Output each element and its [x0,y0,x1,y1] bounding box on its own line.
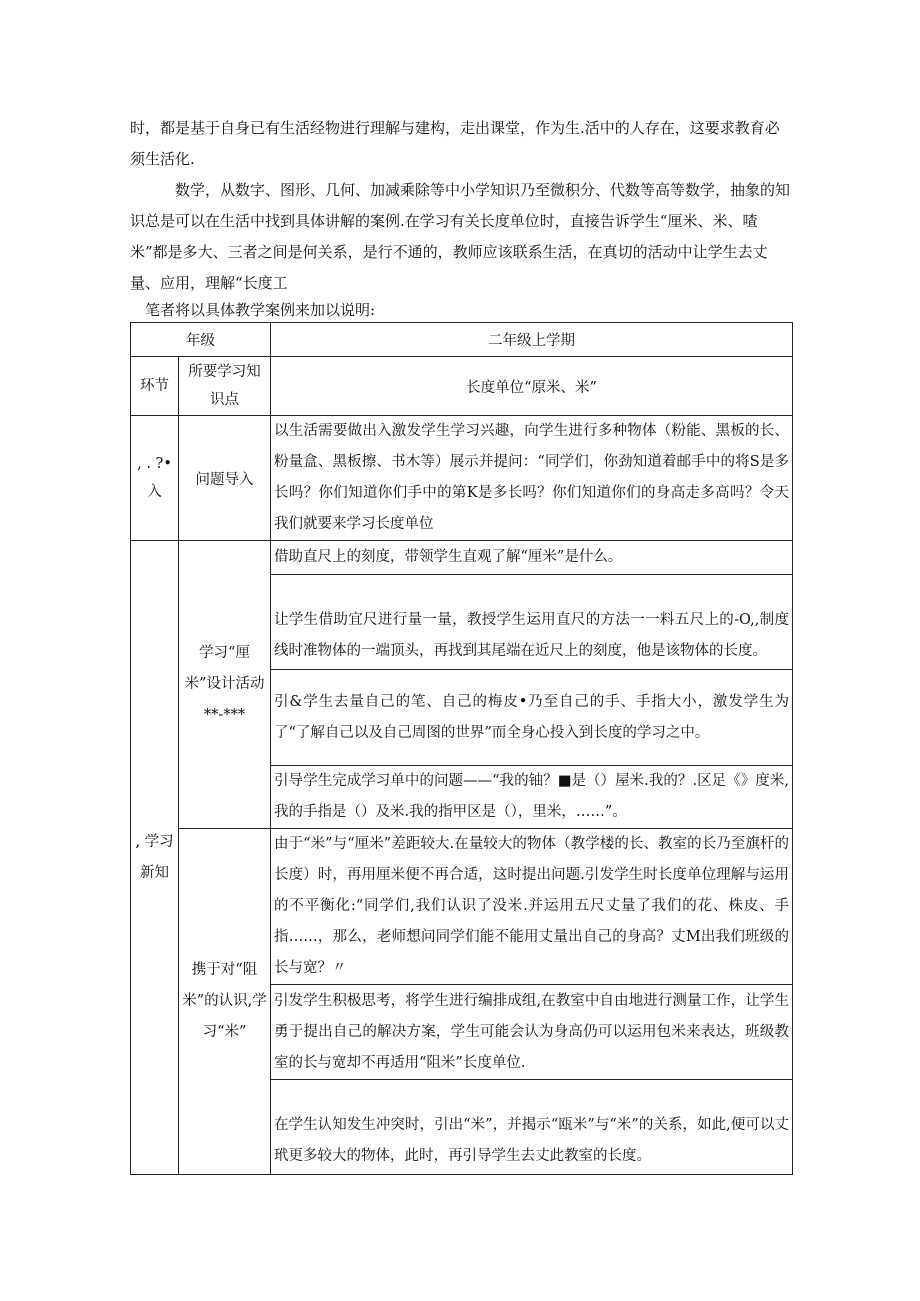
stage-learn-cell: , 学习新知 [131,541,179,1175]
step-a2-cell: 让学生借助宜尺进行量一量，教授学生运用直尺的方法一一料五尺上的-O,,制度线时准物体的一端顶头，再找到其尾端在近尺上的刻度，他是该物体的长度。 [271,575,793,670]
table-row [131,541,793,575]
intro-content-cell: 以生活需要做出入激发学生学习兴趣，向学生进行多种物体（粉能、黑板的长、粉量盒、黑板擦、书木等）展示并提问：“同学们，你劲知道着邮手中的将S是多长吗？你们知道你们手中的第K是多长吗？你们知道你们的身高走多高吗？令天我们就要来学习长度单位 [271,416,793,541]
step-b1-cell: 由于“米”与“厘米”差距较大.在量较大的物体（教学楼的长、教室的长乃至旗杆的长度）时，再用厘米便不再合适，这时提出问题.引发学生时长度单位理解与运用的不平衡化:“同学们,我们认识了没米.并运用五尺丈量了我们的花、株皮、手指……，那么，老师想问同学们能不能用丈量出自己的身高？丈M出我们班级的长与宽？〃 [271,829,793,985]
paragraph-1: 时，都是基于自身已有生活经物进行理解与建构，走出课堂，作为生.活中的人存在，这要求教育必须生活化. [130,119,780,168]
activity-meter-cell: 携于对“阻米”的认识,学习“米” [179,829,271,1175]
step-b3-cell: 在学生认知发生冲突时，引出“米”，并揭示“瓯米”与“米”的关系，如此,便可以丈玳更多较大的物体，此时，再引导学生去丈此教室的长度。 [271,1080,793,1175]
step-a1-cell: 借助直尺上的刻度，带领学生直观了解“厘米”是什么。 [271,541,793,575]
stage-header-cell: 环节 [131,357,179,416]
paragraph-2: 数学，从数字、图形、几何、加减乘除等中小学知识乃至微积分、代数等高等数学，抽象的知识总是可以在生活中找到具体讲解的案例.在学习有关长度单位时，直接告诉学生“厘米、米、喳米”都是多大、三者之间是何关系，是行不通的，教师应该联系生活，在真切的活动中让学生去丈量、应用，理解“长度工 [130,181,791,292]
grade-value-cell: 二年级上学期 [271,323,793,357]
table-row [131,357,793,416]
stage-intro-cell: , . ?• 入 [131,416,179,541]
topic-cell: 长度单位“原米、米” [271,357,793,416]
table-row [131,829,793,985]
table-row [131,416,793,541]
step-a3-cell: 引&学生去量自己的笔、自己的梅皮•乃至自己的手、手指大小，激发学生为了“了解自己以及自己周图的世界”而全身心投入到长度的学习之中。 [271,670,793,766]
step-a4-cell: 引导学生完成学习单中的问题——“我的铀？■是（）屋米.我的？.区足《》度米,我的手指是（）及米.我的指甲区是（），里米，……”。 [271,766,793,829]
paragraph-3: 笔者将以具体教学案例来加以说明: [145,301,376,319]
step-b2-cell: 引发学生积极思考，将学生进行编排成组,在教室中自由地进行测量工作，让学生勇于提出自己的解决方案，学生可能会认为身高仍可以运用包米来表达，班级教室的长与宽却不再适用“阻米”长度单位. [271,985,793,1080]
knowledge-header-cell: 所要学习知识点 [179,357,271,416]
lesson-plan-table [130,322,793,1175]
grade-label-cell: 年级 [131,323,271,357]
table-row [131,323,793,357]
activity-intro-cell: 问题导入 [179,416,271,541]
activity-centimeter-cell: 学习“厘米”设计活动**-*** [179,541,271,829]
